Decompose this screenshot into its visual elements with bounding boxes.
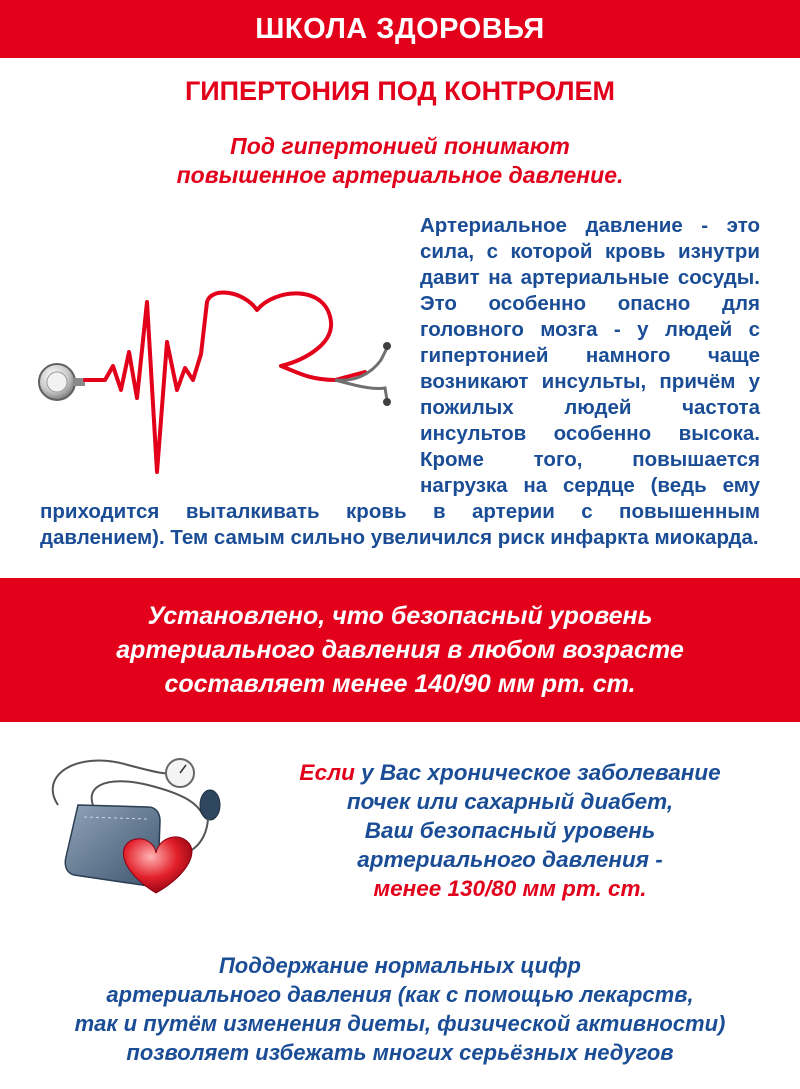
page-subtitle: ГИПЕРТОНИЯ ПОД КОНТРОЛЕМ xyxy=(184,76,616,106)
footer-line-3: так и путём изменения диеты, физической активности) xyxy=(74,1011,726,1036)
diabetes-line-1-rest: у Вас хроническое заболевание xyxy=(354,760,721,785)
safe-level-line-1: Установлено, что безопасный уровень xyxy=(147,602,653,630)
safe-level-line-2: артериального давления в любом возрасте xyxy=(116,636,684,664)
blood-pressure-monitor-icon xyxy=(38,745,228,895)
safe-level-banner xyxy=(0,578,800,722)
if-word: Если xyxy=(299,760,355,785)
diabetes-line-2: почек или сахарный диабет, xyxy=(346,789,674,814)
definition-line-1: Под гипертонией понимают xyxy=(230,133,570,159)
footer-note xyxy=(0,951,800,1067)
diabetes-note xyxy=(240,758,780,903)
definition-line-2: повышенное артериальное давление. xyxy=(176,162,624,188)
diabetes-line-1 xyxy=(240,758,780,787)
header-title: ШКОЛА ЗДОРОВЬЯ xyxy=(255,12,545,45)
footer-line-2: артериального давления (как с помощью лекарств, xyxy=(106,982,694,1007)
definition xyxy=(0,132,800,190)
stethoscope-heartbeat-icon xyxy=(35,282,405,482)
diabetes-line-4: артериального давления - xyxy=(357,847,663,872)
diabetes-line-5: менее 130/80 мм рт. ст. xyxy=(373,876,647,901)
body-text: Артериальное давление - это сила, с которой кровь изнутри давит на артериальные сосуды. Это особенно опасно для головного мозга - у людей с гипертонией намного чаще возникают инсульты, причём у пожилых людей частота инсультов особенно высока. Кроме того, повышается нагрузка на сердце (ведь ему приходится выталкивать кровь в артерии с повышенным давлением). Тем самым сильно увеличился риск инфаркта миокарда. xyxy=(40,214,760,549)
footer-line-1: Поддержание нормальных цифр xyxy=(218,953,581,978)
safe-level-text xyxy=(116,599,684,701)
safe-level-line-3: составляет менее 140/90 мм рт. ст. xyxy=(164,670,636,698)
diabetes-line-3: Ваш безопасный уровень xyxy=(364,818,656,843)
header-bar xyxy=(0,0,800,58)
footer-line-4: позволяет избежать многих серьёзных недугов xyxy=(126,1040,674,1065)
